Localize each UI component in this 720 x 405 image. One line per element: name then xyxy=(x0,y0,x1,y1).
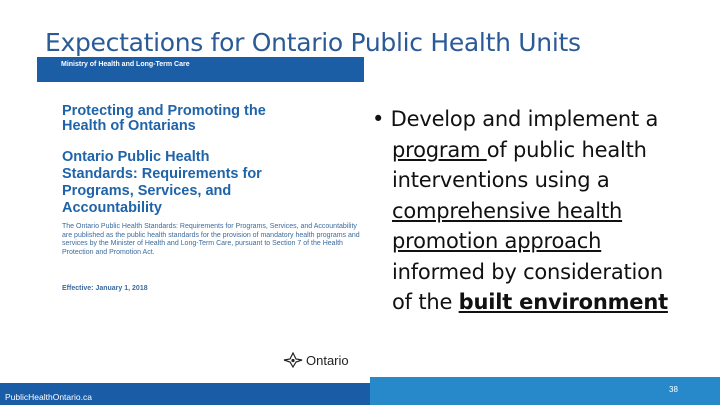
cover-sub-line2: Standards: Requirements for xyxy=(62,166,262,182)
slide-footer xyxy=(0,377,720,405)
cover-subheading xyxy=(62,149,262,217)
built-environment-term: built environment xyxy=(458,290,668,314)
cover-description: The Ontario Public Health Standards: Requirements for Programs, Services, and Accountability are published as the public health standards for the provision of mandatory health programs and services by the Minister of Health and Long-Term Care, pursuant to Section 7 of the Health Protection and Promotion Act. xyxy=(62,223,360,256)
bullet-line-2 xyxy=(372,135,702,166)
page-number: 38 xyxy=(669,385,678,394)
cover-sub-line3: Programs, Services, and xyxy=(62,183,232,199)
bullet-line-3: interventions using a xyxy=(392,168,610,192)
cover-ministry-label: Ministry of Health and Long-Term Care xyxy=(61,61,190,68)
cover-effective-date: Effective: January 1, 2018 xyxy=(62,285,148,292)
bullet-line-7-pre: of the xyxy=(392,290,459,314)
bullet-list xyxy=(372,104,702,318)
bullet-line-5: promotion approach xyxy=(392,229,602,253)
cover-sub-line4: Accountability xyxy=(62,200,162,216)
bullet-line-2-rest: of public health xyxy=(486,137,647,162)
footer-website: PublicHealthOntario.ca xyxy=(5,392,92,402)
cover-heading-line1: Protecting and Promoting the xyxy=(62,103,266,119)
slide-title: Expectations for Ontario Public Health Units xyxy=(45,28,581,57)
cover-heading xyxy=(62,104,266,134)
ontario-logo xyxy=(283,352,349,368)
program-term: program xyxy=(392,137,487,162)
bullet-line-1: • Develop and implement a xyxy=(372,107,659,131)
bullet-line-6: informed by consideration xyxy=(392,259,663,284)
bullet-line-7 xyxy=(372,287,702,318)
cover-sub-line1: Ontario Public Health xyxy=(62,149,210,165)
ontario-logo-text: Ontario xyxy=(306,352,349,368)
document-cover-image xyxy=(37,57,364,382)
bullet-line-4: comprehensive health xyxy=(392,198,623,223)
cover-heading-line2: Health of Ontarians xyxy=(62,118,196,134)
footer-band-right xyxy=(370,377,720,405)
trillium-icon xyxy=(283,352,303,368)
